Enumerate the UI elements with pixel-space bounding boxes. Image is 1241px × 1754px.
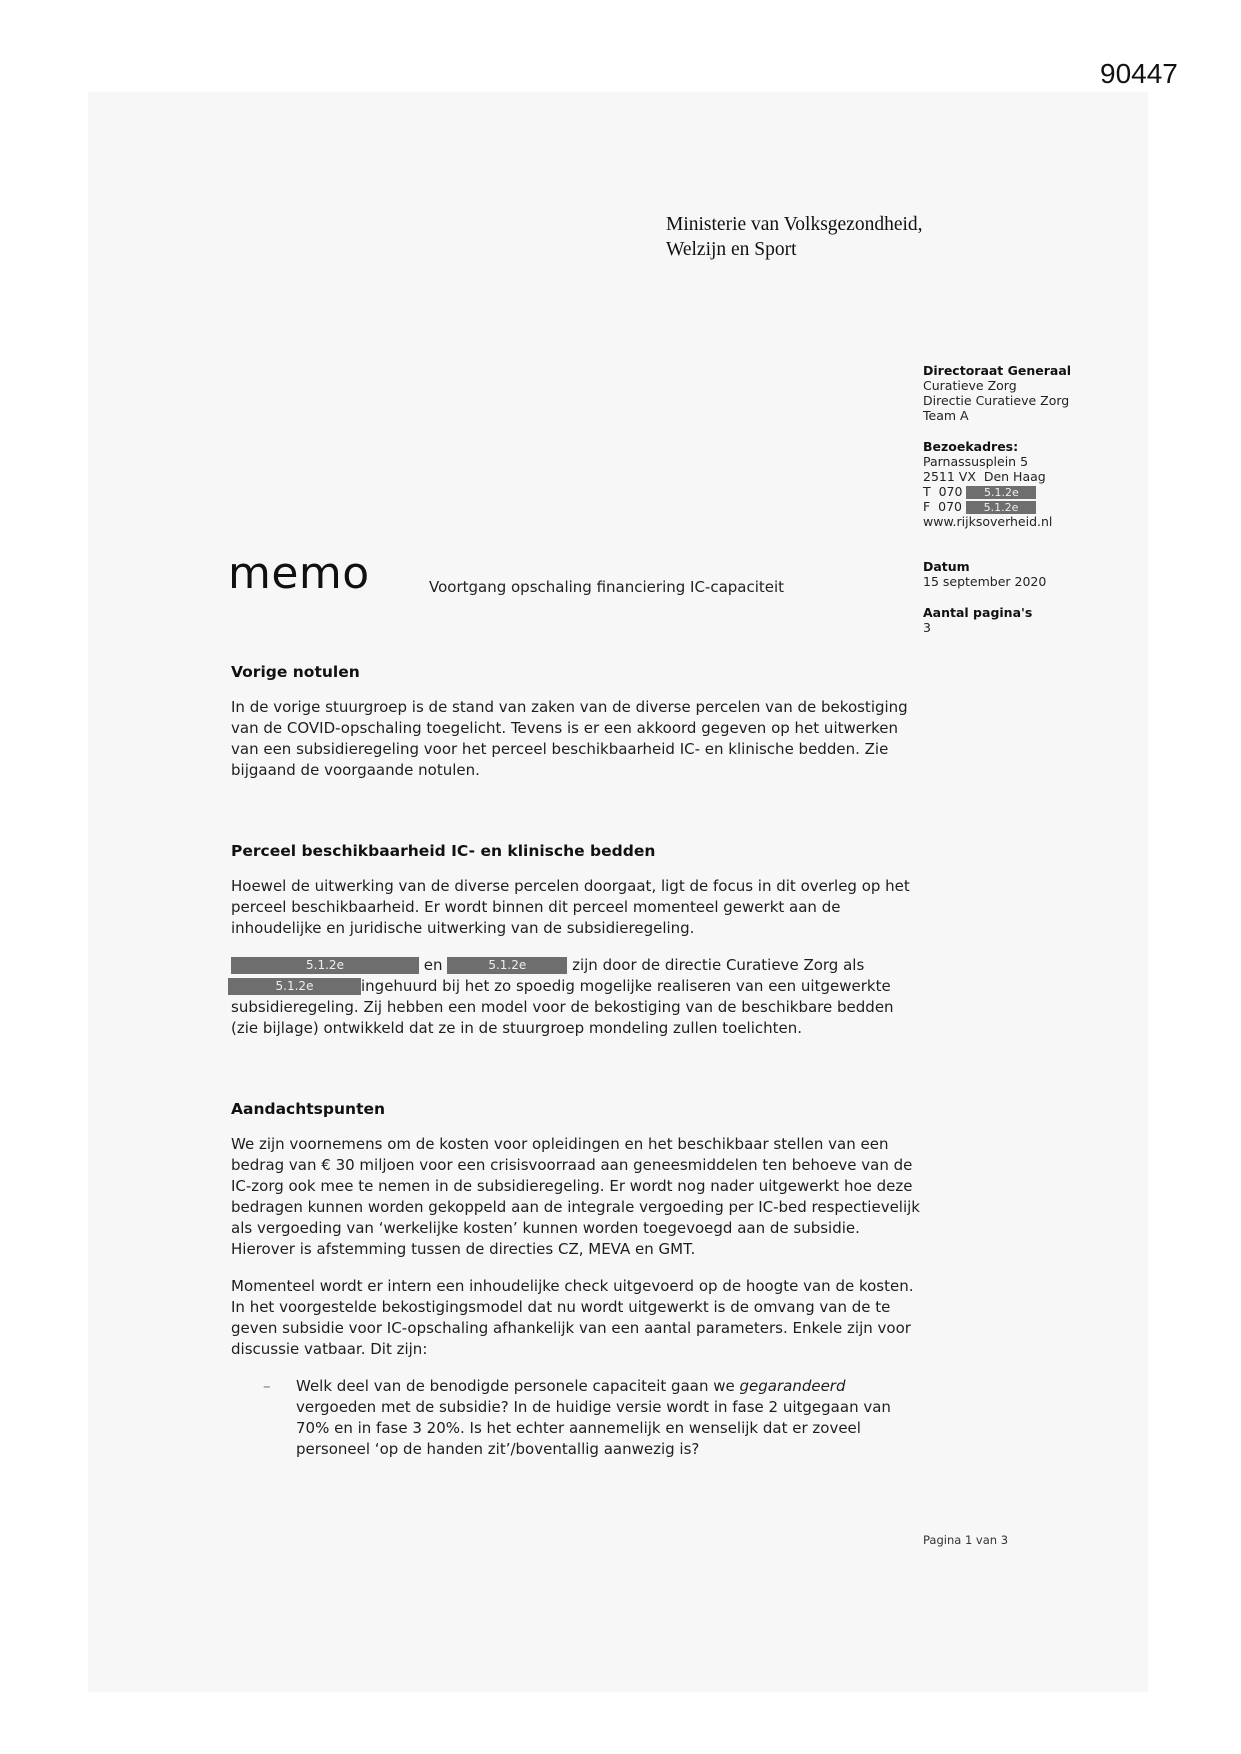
redaction-box: 5.1.2e bbox=[447, 957, 567, 974]
memo-body bbox=[231, 662, 921, 1460]
pages-block bbox=[923, 605, 1123, 635]
pages-heading: Aantal pagina's bbox=[923, 605, 1033, 620]
fax-redaction: 5.1.2e bbox=[966, 501, 1036, 514]
memo-subject: Voortgang opschaling financiering IC-capaciteit bbox=[429, 578, 785, 596]
page-footer: Pagina 1 van 3 bbox=[923, 1533, 1009, 1547]
conjunction: en bbox=[423, 956, 443, 974]
street: Parnassusplein 5 bbox=[923, 454, 1029, 469]
phone-prefix: T 070 bbox=[923, 484, 963, 499]
paragraph: We zijn voornemens om de kosten voor opleidingen en het beschikbaar stellen van een bedrag van € 30 miljoen voor een crisisvoorraad aan geneesmiddelen ten behoeve van de IC-zorg ook mee te nemen in de subsidieregeling. Er wordt nog nader uitgewerkt hoe deze bedragen kunnen worden gekoppeld aan de integrale vergoeding per IC-bed respectievelijk als vergoeding van ‘werkelijke kosten’ kunnen worden toegevoegd aan de subsidie. Hierover is afstemming tussen de directies CZ, MEVA en GMT. bbox=[231, 1135, 920, 1258]
date-block bbox=[923, 559, 1123, 589]
list-item-text: Welk deel van de benodigde personele capaciteit gaan we bbox=[296, 1377, 740, 1395]
ministry-logo-text bbox=[666, 212, 923, 262]
ministry-line-2: Welzijn en Sport bbox=[666, 239, 797, 260]
phone-redaction: 5.1.2e bbox=[966, 486, 1036, 499]
pages-value: 3 bbox=[923, 620, 931, 635]
date-value: 15 september 2020 bbox=[923, 574, 1047, 589]
paragraph-text: ingehuurd bij het zo spoedig mogelijke realiseren van een uitgewerkte subsidieregeling. Zij hebben een model voor de bekostiging van de beschikbare bedden (zie bijlage) ontwikkeld dat ze in de stuurgroep mondeling zullen toelichten. bbox=[231, 977, 894, 1037]
document-number: 90447 bbox=[1100, 58, 1178, 89]
list-item-emphasis: gegarandeerd bbox=[739, 1377, 846, 1395]
paragraph-with-redactions bbox=[231, 955, 921, 1039]
website: www.rijksoverheid.nl bbox=[923, 514, 1053, 529]
visit-address-block bbox=[923, 439, 1123, 529]
visit-heading: Bezoekadres: bbox=[923, 439, 1019, 454]
redaction-box: 5.1.2e bbox=[228, 978, 361, 995]
parameter-list bbox=[231, 1376, 921, 1460]
postcode-city: 2511 VX Den Haag bbox=[923, 469, 1046, 484]
bullet-dash: – bbox=[263, 1377, 271, 1395]
list-item-text: vergoeden met de subsidie? In de huidige versie wordt in fase 2 uitgegaan van 70% en in fase 3 20%. Is het echter aannemelijk en wenselijk dat er zoveel personeel ‘op de handen zit’/boventallig aanwezig is? bbox=[296, 1398, 891, 1458]
fax-prefix: F 070 bbox=[923, 499, 962, 514]
section-heading-vorige-notulen: Vorige notulen bbox=[231, 663, 360, 681]
section-heading-perceel: Perceel beschikbaarheid IC- en klinische bedden bbox=[231, 842, 656, 860]
section-heading-aandachtspunten: Aandachtspunten bbox=[231, 1100, 386, 1118]
date-heading: Datum bbox=[923, 559, 970, 574]
sender-info-column bbox=[923, 363, 1123, 651]
memo-label: memo bbox=[228, 548, 370, 599]
org-line: Team A bbox=[923, 408, 969, 423]
redaction-box: 5.1.2e bbox=[231, 957, 419, 974]
org-line: Directie Curatieve Zorg bbox=[923, 393, 1070, 408]
ministry-line-1: Ministerie van Volksgezondheid, bbox=[666, 214, 923, 235]
org-heading: Directoraat Generaal bbox=[923, 363, 1072, 378]
paragraph-text: zijn door de directie Curatieve Zorg als bbox=[572, 956, 865, 974]
org-line: Curatieve Zorg bbox=[923, 378, 1017, 393]
paragraph: In de vorige stuurgroep is de stand van zaken van de diverse percelen van de bekostiging van de COVID-opschaling toegelicht. Tevens is er een akkoord gegeven op het uitwerken van een subsidieregeling voor het perceel beschikbaarheid IC- en klinische bedden. Zie bijgaand de voorgaande notulen. bbox=[231, 698, 908, 779]
list-item bbox=[231, 1376, 906, 1460]
org-block bbox=[923, 363, 1123, 423]
paragraph: Hoewel de uitwerking van de diverse percelen doorgaat, ligt de focus in dit overleg op het perceel beschikbaarheid. Er wordt binnen dit perceel momenteel gewerkt aan de inhoudelijke en juridische uitwerking van de subsidieregeling. bbox=[231, 877, 910, 937]
fax-line bbox=[923, 499, 1123, 514]
phone-line bbox=[923, 484, 1123, 499]
paragraph: Momenteel wordt er intern een inhoudelijke check uitgevoerd op de hoogte van de kosten. In het voorgestelde bekostigingsmodel dat nu wordt uitgewerkt is de omvang van de te geven subsidie voor IC-opschaling afhankelijk van een aantal parameters. Enkele zijn voor discussie vatbaar. Dit zijn: bbox=[231, 1277, 914, 1358]
